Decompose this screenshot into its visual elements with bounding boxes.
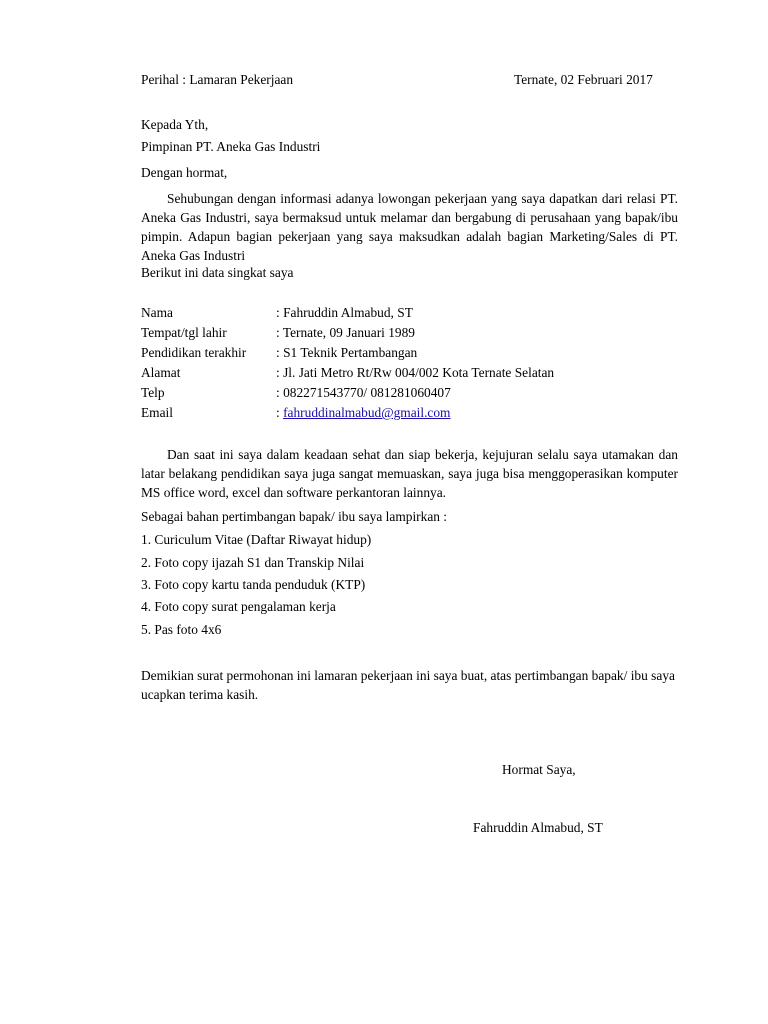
intro-paragraph bbox=[141, 189, 678, 265]
field-label-birth: Tempat/tgl lahir bbox=[141, 325, 227, 340]
field-label-phone: Telp bbox=[141, 385, 165, 400]
intro-paragraph-text: Sehubungan dengan informasi adanya lowongan pekerjaan yang saya dapatkan dari relasi PT. Aneka Gas Industri, saya bermaksud untuk melamar dan bergabung di perusahaan yang bapak/ibu pimpin. Adapun bagian pekerjaan yang saya maksudkan adalah bagian Marketing/Sales di PT. Aneka Gas Industri bbox=[141, 191, 678, 263]
field-value-address: : Jl. Jati Metro Rt/Rw 004/002 Kota Ternate Selatan bbox=[276, 365, 555, 380]
condition-paragraph-text: Dan saat ini saya dalam keadaan sehat dan siap bekerja, kejujuran selalu saya utamakan dan latar belakang pendidikan saya juga sangat memuaskan, saya juga bisa menggoperasikan komputer MS office word, excel dan software perkantoran lainnya. bbox=[141, 447, 678, 500]
field-value-birth: : Ternate, 09 Januari 1989 bbox=[276, 325, 416, 340]
field-value-name: : Fahruddin Almabud, ST bbox=[276, 305, 413, 320]
field-label-education: Pendidikan terakhir bbox=[141, 345, 247, 360]
condition-paragraph bbox=[141, 445, 678, 502]
signature-salutation: Hormat Saya, bbox=[502, 762, 576, 777]
field-label-name: Nama bbox=[141, 305, 173, 320]
attachment-item: 5. Pas foto 4x6 bbox=[141, 622, 222, 637]
recipient-line-1: Kepada Yth, bbox=[141, 117, 209, 132]
signature-name: Fahruddin Almabud, ST bbox=[473, 820, 603, 835]
field-value-email bbox=[276, 403, 450, 423]
attachment-item: 2. Foto copy ijazah S1 dan Transkip Nilai bbox=[141, 555, 365, 570]
recipient-line-2: Pimpinan PT. Aneka Gas Industri bbox=[141, 139, 321, 154]
attachment-item: 3. Foto copy kartu tanda penduduk (KTP) bbox=[141, 577, 366, 592]
attachment-item: 1. Curiculum Vitae (Daftar Riwayat hidup) bbox=[141, 532, 372, 547]
attachments-intro: Sebagai bahan pertimbangan bapak/ ibu saya lampirkan : bbox=[141, 509, 448, 524]
field-value-phone: : 082271543770/ 081281060407 bbox=[276, 385, 451, 400]
field-value-education: : S1 Teknik Pertambangan bbox=[276, 345, 418, 360]
subject-line: Perihal : Lamaran Pekerjaan bbox=[141, 72, 294, 87]
attachment-item: 4. Foto copy surat pengalaman kerja bbox=[141, 599, 336, 614]
greeting: Dengan hormat, bbox=[141, 165, 228, 180]
data-intro: Berikut ini data singkat saya bbox=[141, 265, 294, 280]
closing-paragraph: Demikian surat permohonan ini lamaran pekerjaan ini saya buat, atas pertimbangan bapak/ ibu saya ucapkan terima kasih. bbox=[141, 668, 675, 702]
email-link[interactable]: fahruddinalmabud@gmail.com bbox=[283, 405, 451, 420]
field-label-email: Email bbox=[141, 405, 173, 420]
place-date: Ternate, 02 Februari 2017 bbox=[514, 72, 653, 87]
field-label-address: Alamat bbox=[141, 365, 181, 380]
email-prefix: : bbox=[276, 405, 284, 420]
